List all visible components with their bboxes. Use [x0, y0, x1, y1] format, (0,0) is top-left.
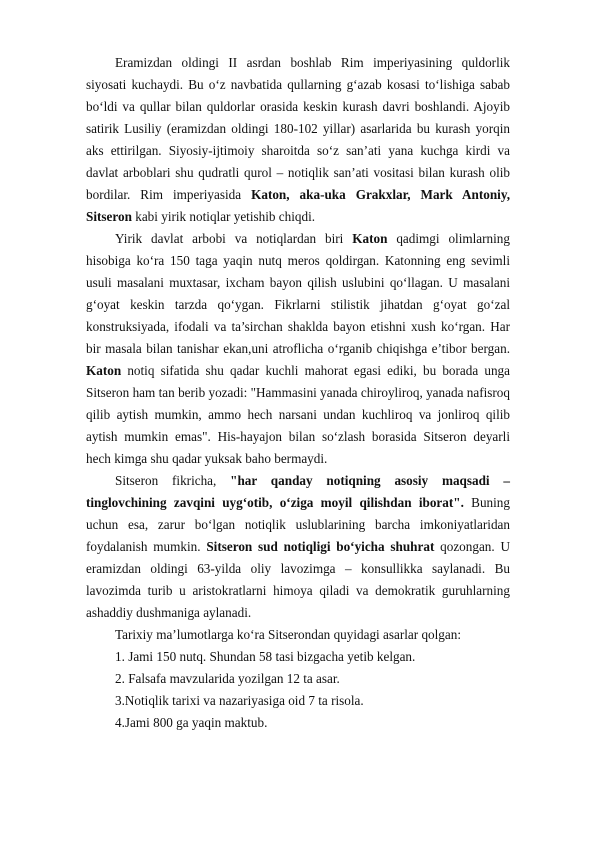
- paragraph-3-text-c: qozongan. U eramizdan oldingi 63-yilda oliy lavozimga – konsullikka saylanadi. Bu lavozimda turib u aristokratlarni himoya qiladi va demokratik guruhlarning ashaddiy dushmaniga aylanadi.: [86, 539, 510, 620]
- paragraph-2-bold-katon-1: Katon: [352, 231, 388, 246]
- paragraph-2: [86, 228, 510, 470]
- paragraph-3-text-b: Buning uchun esa, zarur bo‘lgan notiqlik uslublarining barcha imkoniyatlaridan foydalanish mumkin.: [86, 495, 510, 554]
- paragraph-3: [86, 470, 510, 624]
- works-list-item-3: 3.Notiqlik tarixi va nazariyasiga oid 7 ta risola.: [115, 693, 364, 708]
- paragraph-2-text-b: qadimgi olimlarning hisobiga ko‘ra 150 taga yaqin nutq meros qoldirgan. Katonning eng sevimli usuli masalani muxtasar, ixcham bayon qilish uslubini qo‘llagan. U masalani g‘oyat keskin tarzda qo‘ygan. Fikrlarni stilistik jihatdan g‘oyat go‘zal konstruksiyada, ifodali va ta’sirchan shaklda bayon etishni xush ko‘rgan. Har bir masala bilan tanishar ekan,uni atroflicha o‘rganib chiqishga e’tibor bergan.: [86, 231, 510, 356]
- paragraph-2-text-c: notiq sifatida shu qadar kuchli mahorat egasi ediki, bu borada unga Sitseron ham tan berib yozadi: "Hammasini yanada chiroyliroq, yanada nafisroq qilib aytish mumkin, ammo hech narsani undan kuchliroq va jonliroq qilib aytish mumkin emas". His-hayajon bilan so‘zlash borasida Sitseron deyarli hech kimga shu qadar yuksak baho bermaydi.: [86, 363, 510, 466]
- paragraph-1: [86, 52, 510, 228]
- works-list-intro: Tarixiy ma’lumotlarga ko‘ra Sitserondan quyidagi asarlar qolgan:: [115, 627, 462, 642]
- paragraph-3-bold-fame: Sitseron sud notiqligi bo‘yicha shuhrat: [206, 539, 435, 554]
- paragraph-2-text-a: Yirik davlat arbobi va notiqlardan biri: [115, 231, 353, 246]
- paragraph-3-text-a: Sitseron fikricha,: [115, 473, 231, 488]
- paragraph-1-text: Eramizdan oldingi II asrdan boshlab Rim imperiyasining quldorlik siyosati kuchaydi. Bu o‘z navbatida qullarning g‘azab kosasi to‘lishiga sabab bo‘ldi va qullar bilan quldorlar orasida keskin kurash davri boshlandi. Ajoyib satirik Lusiliy (eramizdan oldingi 180-102 yillar) asarlarida bu kurash yorqin aks ettirilgan. Siyosiy-ijtimoiy sharoitda so‘z san’ati yana kuchga kirdi va davlat arboblari shu qudratli qurol – notiqlik san’ati vositasi bilan kurash olib bordilar. Rim imperiyasida: [86, 55, 510, 202]
- document-page: [86, 52, 510, 734]
- paragraph-3-bold-quote: "har qanday notiqning asosiy maqsadi – tinglovchining zavqini uyg‘otib, o‘ziga moyil qilishdan iborat".: [86, 473, 510, 510]
- works-list-item-4: 4.Jami 800 ga yaqin maktub.: [115, 715, 268, 730]
- paragraph-1-tail: kabi yirik notiqlar yetishib chiqdi.: [131, 209, 316, 224]
- paragraph-2-bold-katon-2: Katon: [86, 363, 122, 378]
- paragraph-1-bold-names: Katon, aka-uka Grakxlar, Mark Antoniy, Sitseron: [86, 187, 510, 224]
- works-list-item-1: 1. Jami 150 nutq. Shundan 58 tasi bizgacha yetib kelgan.: [115, 649, 416, 664]
- works-list-item-2: 2. Falsafa mavzularida yozilgan 12 ta asar.: [115, 671, 340, 686]
